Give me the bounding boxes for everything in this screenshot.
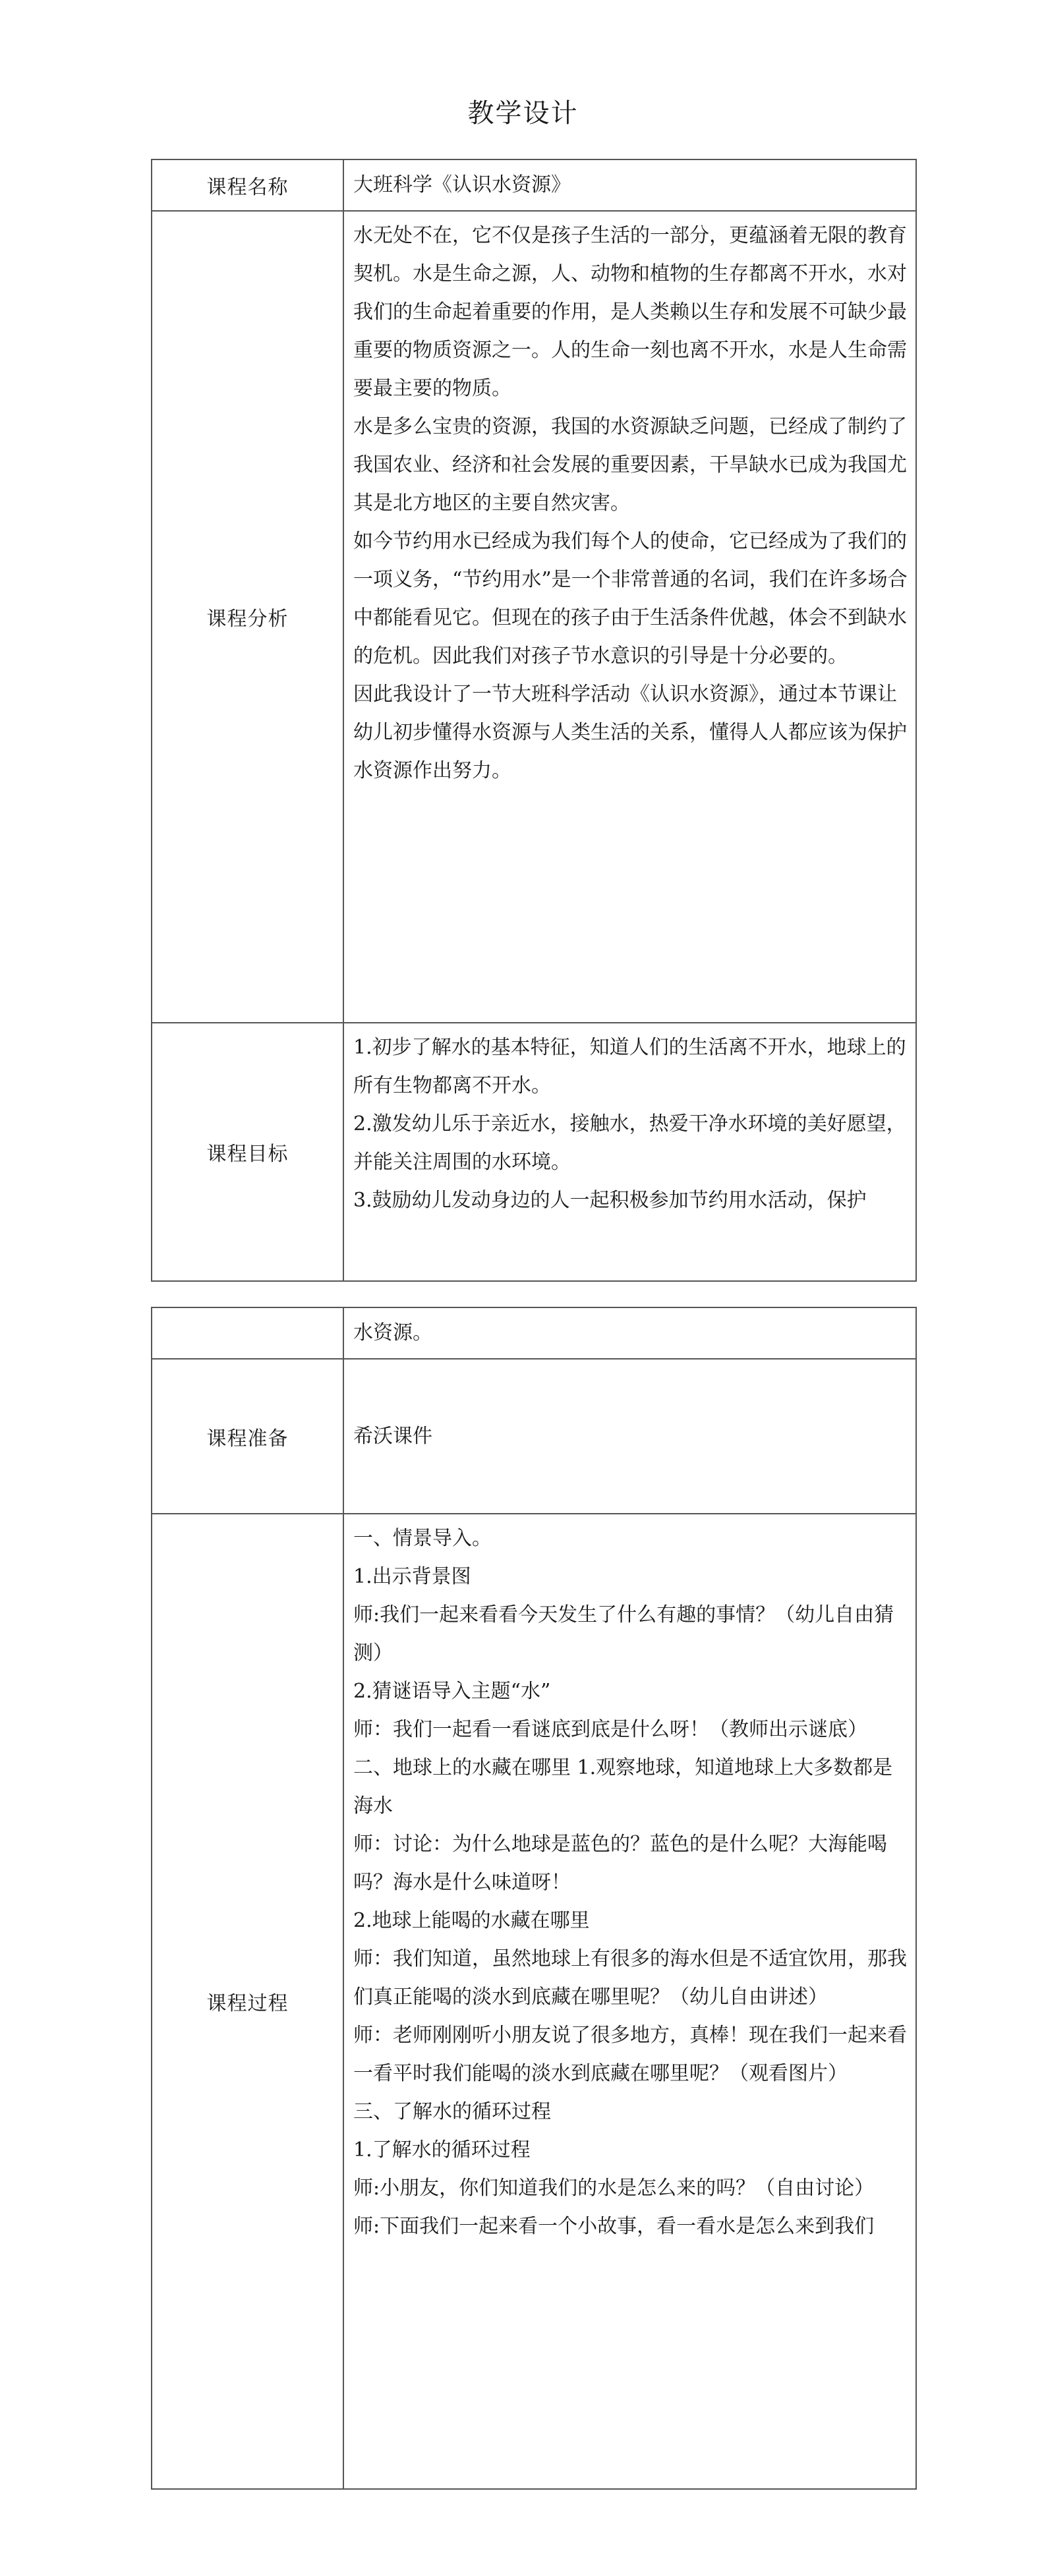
page-title: 教学设计: [467, 98, 579, 129]
process-line: 师:小朋友，你们知道我们的水是怎么来的吗？（自由讨论）: [353, 2177, 875, 2200]
analysis-content: [343, 211, 916, 1023]
process-line: 师：老师刚刚听小朋友说了很多地方，真棒！现在我们一起来看一看平时我们能喝的淡水到底藏在哪里呢？（观看图片）: [353, 2024, 907, 2085]
analysis-paragraph: 水无处不在，它不仅是孩子生活的一部分，更蕴涵着无限的教育契机。水是生命之源，人、动物和植物的生存都离不开水，水对我们的生命起着重要的作用，是人类赖以生存和发展不可缺少最重要的物质资源之一。人的生命一刻也离不开水，水是人生命需要最主要的物质。: [353, 224, 907, 400]
process-label: 课程过程: [152, 1514, 343, 2489]
process-line: 一、情景导入。: [353, 1527, 492, 1550]
row-goals: [152, 1023, 916, 1281]
goals-content: [343, 1023, 916, 1281]
process-line: 2.地球上能喝的水藏在哪里: [353, 1909, 590, 1932]
process-line: 二、地球上的水藏在哪里 1.观察地球，知道地球上大多数都是海水: [353, 1756, 893, 1818]
goal-item: 2.激发幼儿乐于亲近水，接触水，热爱干净水环境的美好愿望，并能关注周围的水环境。: [353, 1112, 906, 1174]
process-line: 师:我们一起来看看今天发生了什么有趣的事情？（幼儿自由猜测）: [353, 1603, 894, 1665]
goals-continued-label: [152, 1307, 343, 1359]
row-process: [152, 1514, 916, 2489]
process-line: 师:下面我们一起来看一个小故事，看一看水是怎么来到我们: [353, 2215, 875, 2238]
goal-item: 3.鼓励幼儿发动身边的人一起积极参加节约用水活动，保护: [353, 1189, 867, 1212]
goals-continued-text: 水资源。: [343, 1307, 916, 1359]
prep-label: 课程准备: [152, 1359, 343, 1514]
lesson-table-1: [151, 159, 917, 1282]
process-line: 1.了解水的循环过程: [353, 2138, 531, 2161]
row-analysis: [152, 211, 916, 1023]
analysis-paragraph: 水是多么宝贵的资源，我国的水资源缺乏问题，已经成了制约了我国农业、经济和社会发展的重要因素，干旱缺水已成为我国尤其是北方地区的主要自然灾害。: [353, 415, 907, 515]
process-line: 三、了解水的循环过程: [353, 2100, 551, 2123]
lesson-table-2: [151, 1307, 917, 2490]
course-name-label: 课程名称: [152, 159, 343, 211]
process-content: [343, 1514, 916, 2489]
goals-label: 课程目标: [152, 1023, 343, 1281]
course-name-value: 大班科学《认识水资源》: [343, 159, 916, 211]
goal-item: 1.初步了解水的基本特征，知道人们的生活离不开水，地球上的所有生物都离不开水。: [353, 1036, 906, 1097]
prep-value: 希沃课件: [343, 1359, 916, 1514]
analysis-paragraph: 如今节约用水已经成为我们每个人的使命，它已经成为了我们的一项义务，“节约用水”是一个非常普通的名词，我们在许多场合中都能看见它。但现在的孩子由于生活条件优越，体会不到缺水的危机。因此我们对孩子节水意识的引导是十分必要的。: [353, 530, 908, 668]
analysis-paragraph: 因此我设计了一节大班科学活动《认识水资源》，通过本节课让幼儿初步懂得水资源与人类生活的关系，懂得人人都应该为保护水资源作出努力。: [353, 683, 907, 782]
row-goals-continued: [152, 1307, 916, 1359]
process-line: 2.猜谜语导入主题“水”: [353, 1680, 551, 1703]
analysis-label: 课程分析: [152, 211, 343, 1023]
process-line: 师：我们一起看一看谜底到底是什么呀！（教师出示谜底）: [353, 1718, 867, 1741]
process-line: 师：我们知道，虽然地球上有很多的海水但是不适宜饮用，那我们真正能喝的淡水到底藏在哪里呢？（幼儿自由讲述）: [353, 1947, 907, 2009]
row-prep: [152, 1359, 916, 1514]
process-line: 1.出示背景图: [353, 1565, 471, 1588]
row-course-name: [152, 159, 916, 211]
process-line: 师：讨论：为什么地球是蓝色的？蓝色的是什么呢？大海能喝吗？海水是什么味道呀！: [353, 1833, 887, 1894]
